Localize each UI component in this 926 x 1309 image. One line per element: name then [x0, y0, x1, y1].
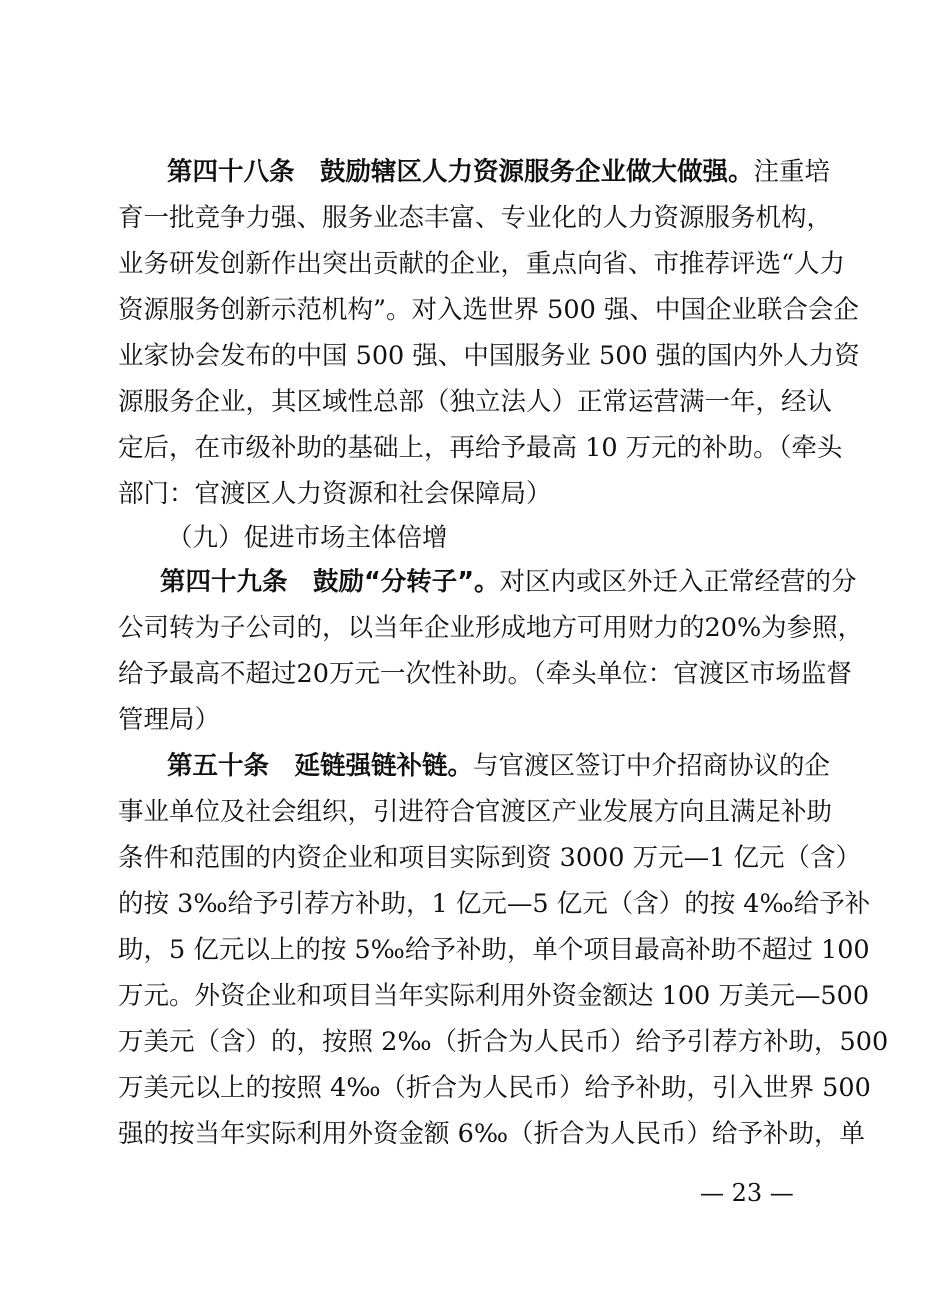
article-50-line: 的按 3‰给予引荐方补助，1 亿元—5 亿元（含）的按 4‰给予补	[118, 889, 871, 919]
article-48-first-line	[167, 150, 831, 194]
article-49-line: 公司转为子公司的，以当年企业形成地方可用财力的20%为参照，	[118, 613, 864, 643]
article-48-line: 业家协会发布的中国 500 强、中国服务业 500 强的国内外人力资	[118, 341, 860, 371]
page-number: — 23 —	[700, 1179, 794, 1207]
article-48-line: 源服务企业，其区域性总部（独立法人）正常运营满一年，经认	[118, 387, 833, 417]
article-49-first-line	[160, 560, 857, 604]
article-50-line: 万美元（含）的，按照 2‰（折合为人民币）给予引荐方补助，500	[118, 1027, 889, 1057]
article-49-text: 对区内或区外迁入正常经营的分	[499, 567, 857, 597]
article-48-text: 注重培	[753, 157, 831, 187]
article-48-heading: 第四十八条 鼓励辖区人力资源服务企业做大做强。	[167, 157, 754, 187]
article-50-line: 强的按当年实际利用外资金额 6‰（折合为人民币）给予补助，单	[118, 1119, 866, 1149]
article-48-line: 定后，在市级补助的基础上，再给予最高 10 万元的补助。（牵头	[118, 433, 843, 463]
article-50-heading: 第五十条 延链强链补链。	[167, 751, 474, 781]
article-49-line: 管理局）	[118, 705, 221, 735]
article-49-line: 给予最高不超过20万元一次性补助。（牵头单位：官渡区市场监督	[118, 659, 852, 689]
article-50-line: 事业单位及社会组织，引进符合官渡区产业发展方向且满足补助	[118, 797, 833, 827]
article-50-line: 万元。外资企业和项目当年实际利用外资金额达 100 万美元—500	[118, 981, 870, 1011]
article-50-line: 万美元以上的按照 4‰（折合为人民币）给予补助，引入世界 500	[118, 1073, 871, 1103]
article-50-line: 助，5 亿元以上的按 5‰给予补助，单个项目最高补助不超过 100	[118, 935, 870, 965]
article-50-line: 条件和范围的内资企业和项目实际到资 3000 万元—1 亿元（含）	[118, 843, 861, 873]
article-50-first-line	[167, 744, 831, 788]
article-48-line: 业务研发创新作出突出贡献的企业，重点向省、市推荐评选“人力	[118, 249, 846, 279]
article-48-line: 育一批竞争力强、服务业态丰富、专业化的人力资源服务机构，	[118, 203, 833, 233]
section-9-heading: （九）促进市场主体倍增	[167, 523, 448, 553]
article-49-heading: 第四十九条 鼓励“分转子”。	[160, 567, 500, 597]
article-48-line: 部门：官渡区人力资源和社会保障局）	[118, 479, 552, 509]
article-48-line: 资源服务创新示范机构”。对入选世界 500 强、中国企业联合会企	[118, 295, 859, 325]
article-50-text: 与官渡区签订中介招商协议的企	[473, 751, 831, 781]
